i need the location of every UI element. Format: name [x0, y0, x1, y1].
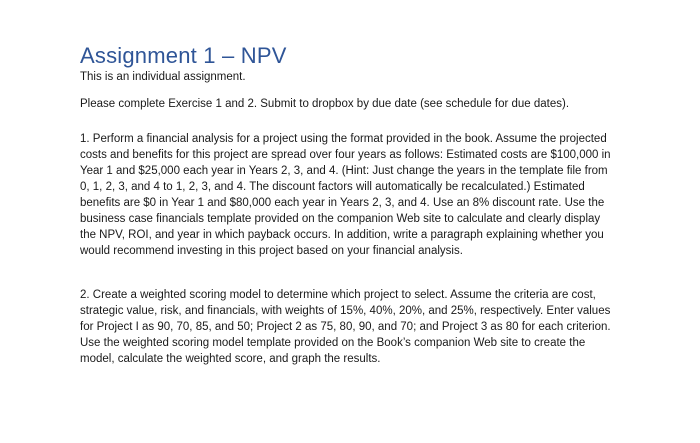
exercise-2-line: Use the weighted scoring model template provided on the Book’s companion Web site to create the	[80, 337, 586, 349]
exercise-2-line: strategic value, risk, and financials, with weights of 15%, 40%, 20%, and 25%, respectively. Enter values	[80, 305, 611, 317]
exercise-1-line: business case financials template provided on the companion Web site to calculate and clearly display	[80, 213, 601, 225]
exercise-2-line: for Project I as 90, 70, 85, and 50; Project 2 as 75, 80, 90, and 70; and Project 3 as 80 for each criterion.	[80, 321, 611, 333]
assignment-note: This is an individual assignment.	[80, 71, 246, 83]
instructions-paragraph: Please complete Exercise 1 and 2. Submit to dropbox by due date (see schedule for due dates).	[80, 98, 570, 110]
exercise-1-line: 1. Perform a financial analysis for a project using the format provided in the book. Assume the projected	[80, 133, 607, 145]
exercise-2-line: model, calculate the weighted score, and graph the results.	[80, 353, 381, 365]
exercise-1-line: benefits are $0 in Year 1 and $80,000 each year in Years 2, 3, and 4. Use an 8% discount rate. Use the	[80, 197, 605, 209]
exercise-1-line: 0, 1, 2, 3, and 4 to 1, 2, 3, and 4. The discount factors will automatically be recalculated.) Estimated	[80, 181, 585, 193]
exercise-1-line: would recommend investing in this project based on your financial analysis.	[80, 245, 463, 257]
exercise-2-paragraph	[80, 287, 670, 367]
exercise-1-paragraph	[80, 131, 670, 259]
exercise-1-line: costs and benefits for this project are spread over four years as follows: Estimated costs are $100,000 in	[80, 149, 611, 161]
exercise-1-line: Year 1 and $25,000 each year in Years 2, 3, and 4. (Hint: Just change the years in the template file from	[80, 165, 608, 177]
exercise-2-line: 2. Create a weighted scoring model to determine which project to select. Assume the criteria are cost,	[80, 289, 596, 301]
exercise-1-line: the NPV, ROI, and year in which payback occurs. In addition, write a paragraph explaining whether you	[80, 229, 604, 241]
page-title: Assignment 1 – NPV	[80, 43, 287, 68]
